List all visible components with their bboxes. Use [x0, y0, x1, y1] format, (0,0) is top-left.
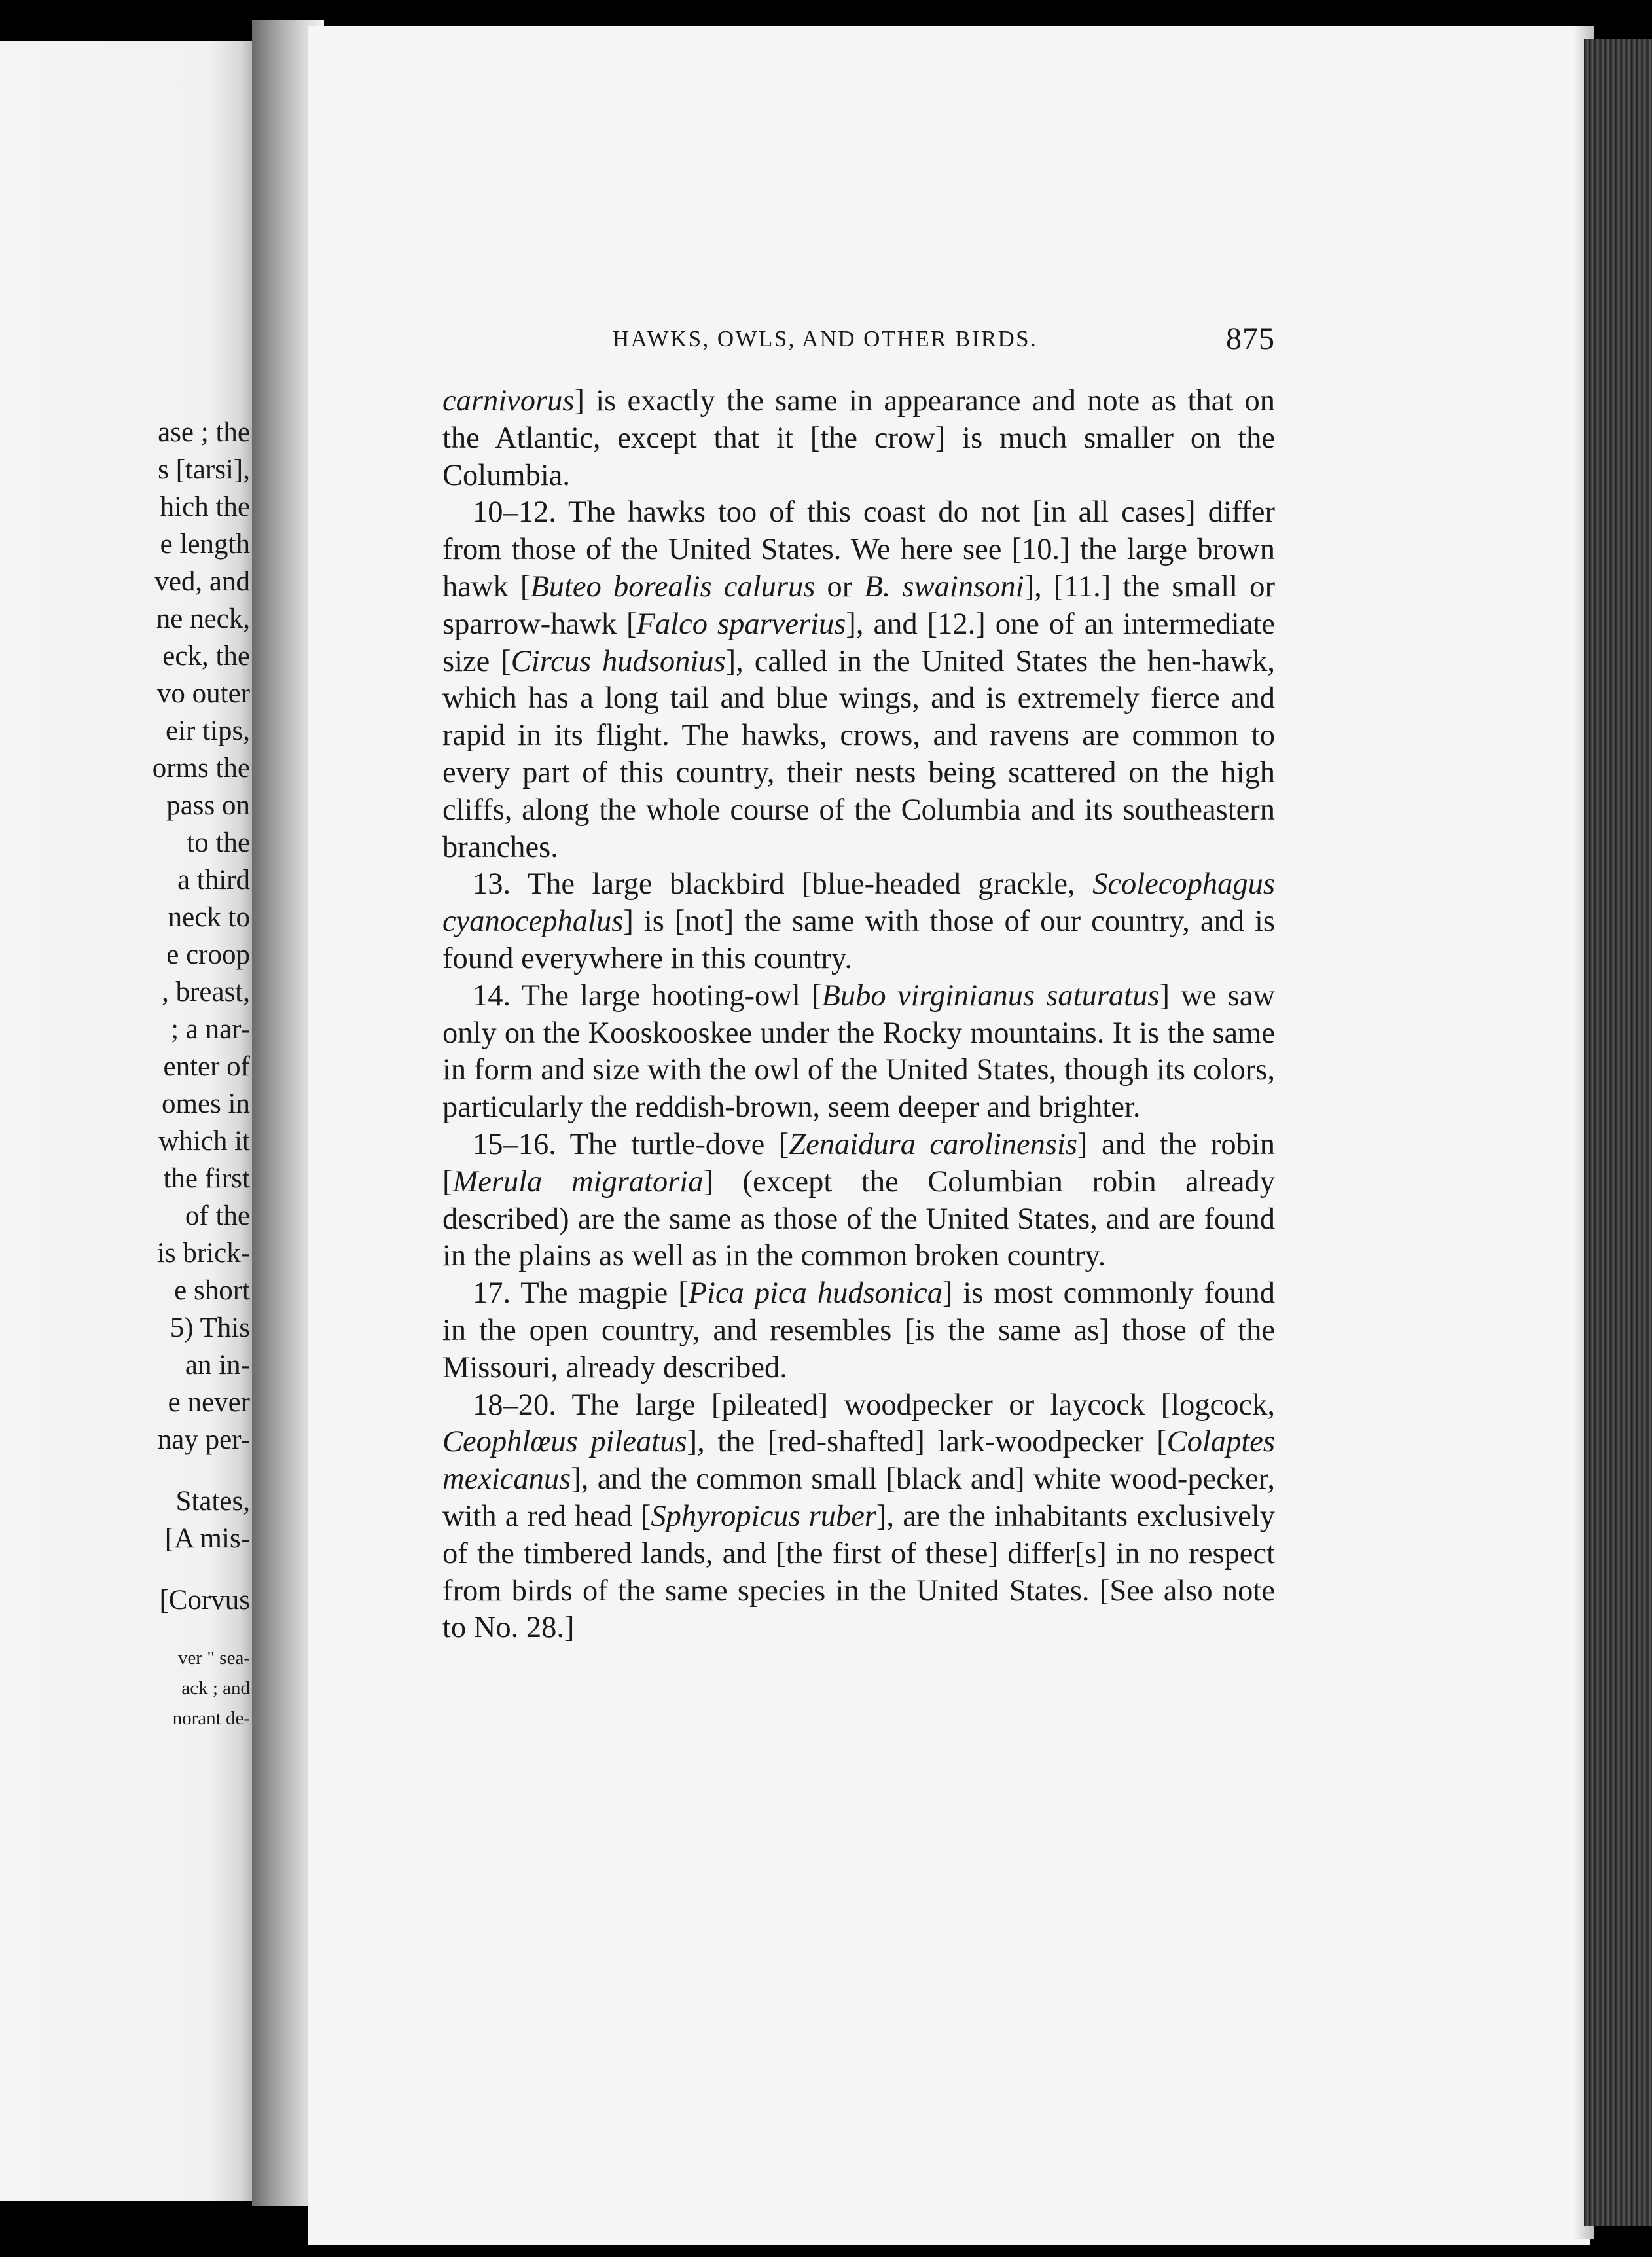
previous-page-line: hich the — [160, 492, 250, 522]
species-name: B. swainsoni — [864, 569, 1024, 604]
previous-page-line: e length — [160, 529, 250, 560]
previous-page-line: eir tips, — [166, 715, 250, 746]
text-run: ], and the common small [black and] white wood-pecker, with a red head [ — [442, 1462, 1275, 1533]
body-paragraph — [442, 1387, 1275, 1648]
previous-page-line: e short — [174, 1275, 250, 1306]
previous-page-line: e never — [168, 1387, 250, 1418]
previous-page-line: pass on — [166, 790, 250, 821]
species-name: Ceophlœus pileatus — [442, 1425, 687, 1459]
text-run: ], the [red-shafted] lark-woodpecker [ — [687, 1425, 1167, 1459]
previous-page-line: omes in — [162, 1089, 250, 1119]
previous-page-line: States, — [175, 1486, 250, 1517]
text-run: or — [815, 569, 865, 604]
previous-page-footnote-line: ver " sea- — [177, 1648, 250, 1669]
text-run: ] (except the Columbian robin already described) are the same as those of the United States, and are found in the plains as well as in the common broken country. — [442, 1165, 1275, 1273]
previous-page-line: [A mis- — [164, 1523, 250, 1554]
species-name: Circus hudsonius — [511, 644, 726, 678]
previous-page-text — [153, 414, 250, 1733]
previous-page-line: eck, the — [162, 641, 250, 672]
body-paragraph — [442, 383, 1275, 494]
previous-page-gap — [153, 1557, 250, 1581]
previous-page-line: which it — [158, 1126, 250, 1157]
text-run: ] is [not] the same with those of our country, and is found everywhere in this country. — [442, 905, 1275, 975]
previous-page-line: vo outer — [156, 678, 250, 709]
previous-page-line: s [tarsi], — [158, 454, 250, 485]
previous-page-gap — [153, 1458, 250, 1483]
previous-page-line: ne neck, — [156, 604, 250, 634]
species-name: carnivorus — [442, 384, 575, 418]
species-name: Sphyropicus ruber — [651, 1499, 877, 1533]
text-run: ], are the inhabitants exclusively of the timbered lands, and [the first of these] differ[s] in no respect from birds of the same species in the United States. [See also note to No. 28.] — [442, 1499, 1275, 1645]
previous-page-gap — [153, 1619, 250, 1643]
text-run: 15–16. The turtle-dove [ — [473, 1127, 789, 1161]
previous-page-line: ved, and — [154, 566, 250, 597]
text-run: ] and the robin [ — [442, 1127, 1275, 1199]
previous-page-line: is brick- — [156, 1238, 250, 1269]
body-paragraph — [442, 1275, 1275, 1386]
body-paragraph — [442, 1127, 1275, 1275]
previous-page-line: enter of — [163, 1051, 250, 1082]
previous-page-line: nay per- — [157, 1424, 250, 1455]
text-run: ], [11.] the small or sparrow-hawk [ — [442, 569, 1275, 641]
previous-page-line: neck to — [168, 902, 250, 933]
previous-page-line: an in- — [185, 1350, 250, 1381]
species-name: Merula migratoria — [452, 1165, 704, 1199]
body-paragraph — [442, 866, 1275, 977]
previous-page-line: orms the — [152, 753, 250, 784]
species-name: Zenaidura carolinensis — [789, 1127, 1078, 1161]
body-paragraph — [442, 494, 1275, 866]
body-paragraph — [442, 978, 1275, 1127]
species-name: Colaptes mexicanus — [442, 1425, 1275, 1496]
text-run: ], and [12.] one of an intermediate size [ — [442, 607, 1276, 678]
text-run: ], called in the United States the hen-hawk, which has a long tail and blue wings, and is extremely fierce and rapid in its flight. The hawks, crows, and ravens are common to every part of this country, their nests being scattered on the high cliffs, along the whole course of the Columbia and its southeastern branches. — [442, 644, 1275, 864]
text-run: 17. The magpie [ — [473, 1276, 689, 1310]
text-run: 13. The large blackbird [blue-headed grackle, — [473, 867, 1093, 901]
text-run: ] is most commonly found in the open country, and resembles [is the same as] those of the Missouri, already described. — [442, 1276, 1275, 1384]
running-head-title: HAWKS, OWLS, AND OTHER BIRDS. — [613, 326, 1038, 352]
previous-page-line: a third — [177, 865, 250, 895]
species-name: Pica pica hudsonica — [688, 1276, 943, 1310]
previous-page-footnote-line: ack ; and — [181, 1678, 250, 1699]
previous-page-line: the first — [163, 1163, 250, 1194]
body-text — [442, 383, 1275, 1647]
text-run: ] we saw only on the Kooskooskee under the Rocky mountains. It is the same in form and size with the owl of the United States, though its colors, particularly the reddish-brown, seem deeper and brighter. — [442, 979, 1275, 1125]
previous-page — [0, 41, 262, 2201]
book-page-edges — [1584, 39, 1652, 2226]
previous-page-line: ; a nar- — [171, 1014, 250, 1045]
species-name: Buteo borealis calurus — [530, 569, 816, 604]
species-name: Falco sparverius — [636, 607, 846, 641]
previous-page-line: [Corvus — [159, 1585, 250, 1616]
previous-page-footnote-line: norant de- — [172, 1708, 250, 1729]
previous-page-line: to the — [187, 827, 250, 858]
previous-page-line: ase ; the — [158, 417, 250, 448]
text-run: ] is exactly the same in appearance and note as that on the Atlantic, except that it [the crow] is much smaller on the Columbia. — [442, 384, 1275, 492]
text-run: 18–20. The large [pileated] woodpecker or laycock [logcock, — [473, 1388, 1275, 1422]
text-run: 10–12. The hawks too of this coast do not [in all cases] differ from those of the United States. We here see [10.] the large brown hawk [ — [442, 496, 1275, 604]
previous-page-line: 5) This — [170, 1312, 250, 1343]
previous-page-line: , breast, — [162, 977, 250, 1007]
species-name: Bubo virginianus saturatus — [821, 979, 1160, 1013]
text-run: 14. The large hooting-owl [ — [473, 979, 822, 1013]
species-name: Scolecophagus cyanocephalus — [442, 867, 1275, 939]
previous-page-line: of the — [185, 1201, 250, 1231]
page-number: 875 — [1226, 321, 1275, 356]
previous-page-line: e croop — [166, 939, 250, 970]
